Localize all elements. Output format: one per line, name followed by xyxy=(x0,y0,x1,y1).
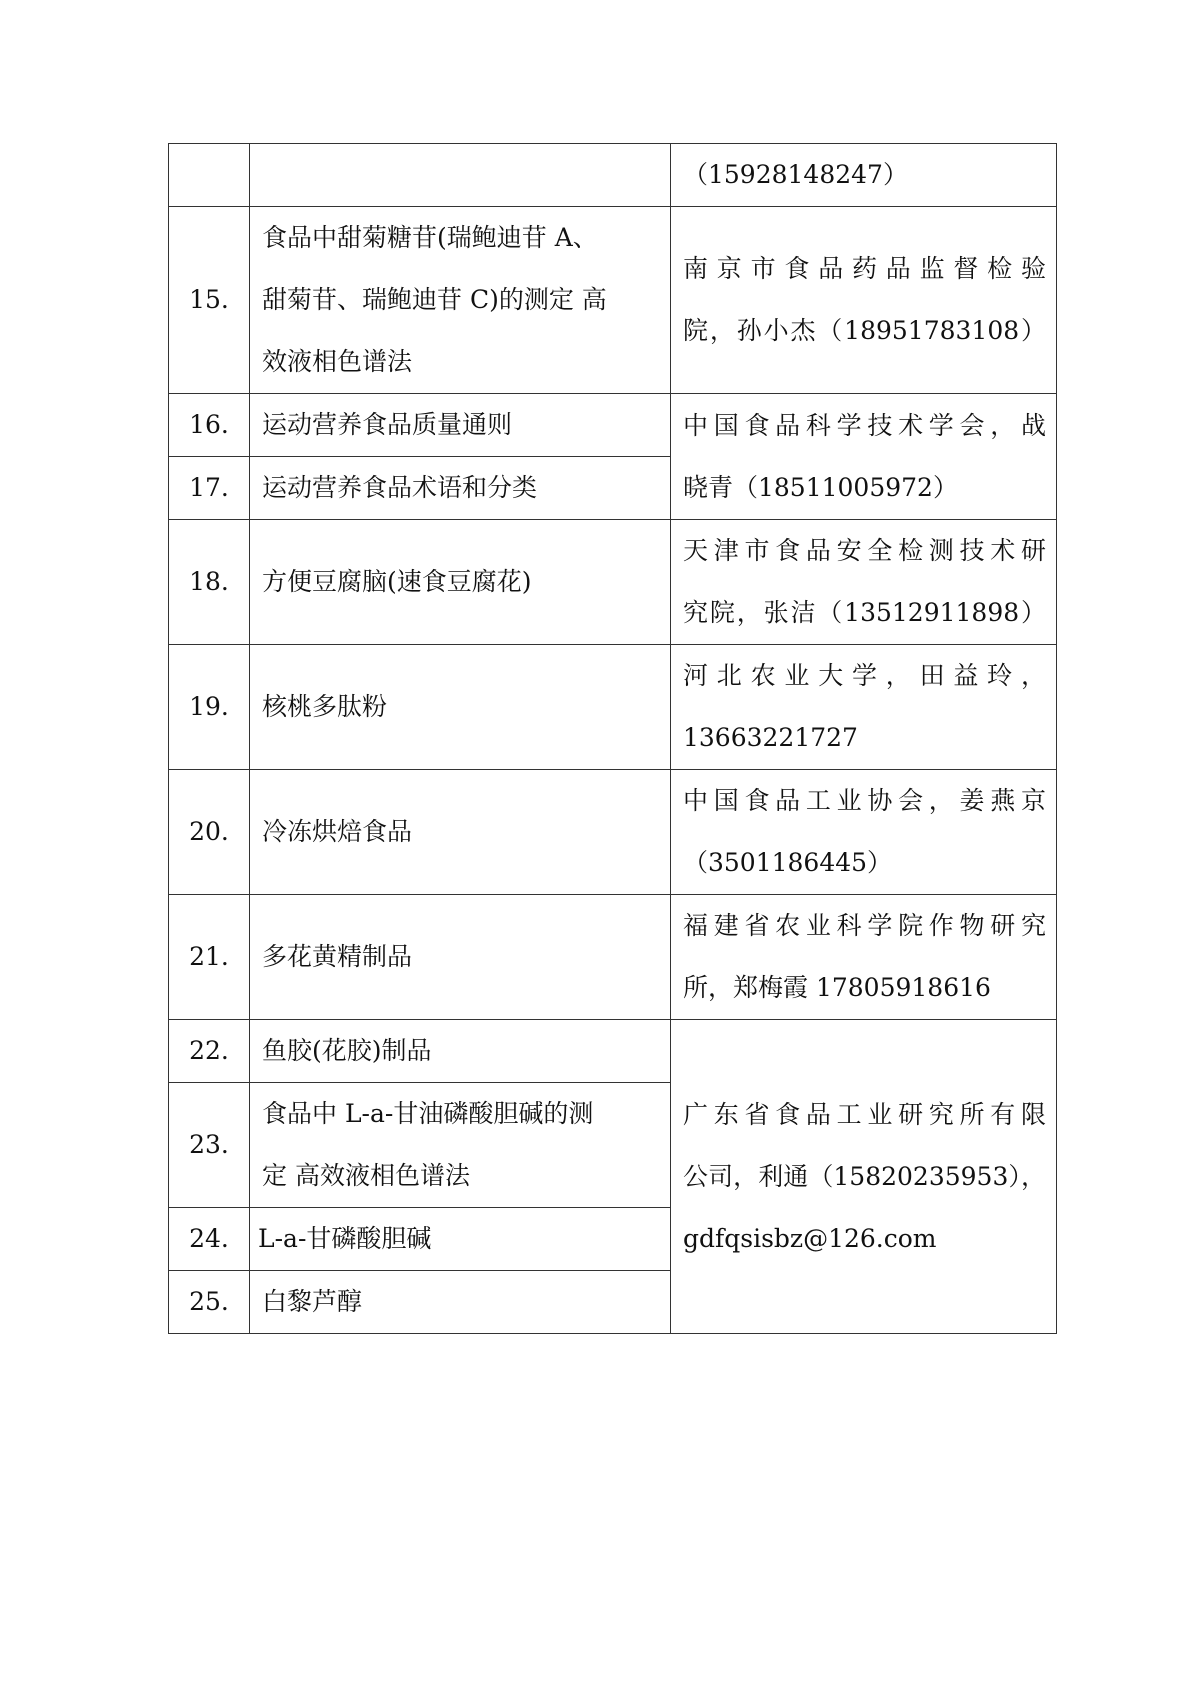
standard-name-text: 甜菊苷、瑞鲍迪苷 C)的测定 高 xyxy=(262,285,607,314)
standard-name-cell: 运动营养食品术语和分类 xyxy=(250,457,671,520)
row-number-cell: 22. xyxy=(169,1020,250,1083)
standard-name-cell: 核桃多肽粉 xyxy=(250,645,671,770)
organization-text: 天津市食品安全检测技术研 xyxy=(683,536,1046,565)
organization-text: 院，孙小杰（18951783108） xyxy=(683,316,1046,345)
row-number-cell: 23. xyxy=(169,1083,250,1208)
row-number-cell: 25. xyxy=(169,1271,250,1334)
organization-text: 中国食品工业协会，姜燕京 xyxy=(683,786,1046,815)
row-number-cell xyxy=(169,144,250,207)
organization-text: 河北农业大学，田益玲， xyxy=(683,661,1046,690)
organization-text: （3501186445） xyxy=(683,848,893,877)
standard-name-text: 效液相色谱法 xyxy=(262,347,413,376)
standard-name-cell: 冷冻烘焙食品 xyxy=(250,770,671,895)
standard-name-cell xyxy=(250,1083,671,1208)
table-row xyxy=(169,895,1057,1020)
row-number-cell: 15. xyxy=(169,207,250,394)
row-number-cell: 20. xyxy=(169,770,250,895)
standard-name-text: 定 高效液相色谱法 xyxy=(262,1161,470,1190)
standard-name-cell: 运动营养食品质量通则 xyxy=(250,394,671,457)
organization-text: 南京市食品药品监督检验 xyxy=(683,254,1046,283)
organization-cell xyxy=(671,394,1057,520)
organization-text: 中国食品科学技术学会，战 xyxy=(683,410,1046,440)
organization-email: gdfqsisbz@126.com xyxy=(683,1223,937,1253)
organization-text: 13663221727 xyxy=(683,723,858,752)
organization-text: 究院，张洁（13512911898） xyxy=(683,598,1046,627)
organization-cell xyxy=(671,645,1057,770)
organization-cell xyxy=(671,895,1057,1020)
standard-name-cell xyxy=(250,144,671,207)
standard-name-cell: 方便豆腐脑(速食豆腐花) xyxy=(250,520,671,645)
row-number-cell: 24. xyxy=(169,1208,250,1271)
organization-text: 所，郑梅霞 17805918616 xyxy=(683,973,991,1002)
table-row xyxy=(169,520,1057,645)
organization-cell xyxy=(671,770,1057,895)
organization-cell xyxy=(671,207,1057,394)
organization-cell xyxy=(671,520,1057,645)
row-number-cell: 17. xyxy=(169,457,250,520)
table-row xyxy=(169,207,1057,394)
standards-table xyxy=(168,143,1057,1334)
standard-name-text: 食品中 L-a-甘油磷酸胆碱的测 xyxy=(262,1099,594,1128)
organization-text: 广东省食品工业研究所有限 xyxy=(683,1099,1046,1129)
organization-cell xyxy=(671,1020,1057,1334)
standard-name-cell: L-a-甘磷酸胆碱 xyxy=(250,1208,671,1271)
standard-name-cell xyxy=(250,207,671,394)
standard-name-cell: 多花黄精制品 xyxy=(250,895,671,1020)
table-row xyxy=(169,770,1057,895)
table-row xyxy=(169,1020,1057,1083)
organization-text: 晓青（18511005972） xyxy=(683,472,958,502)
row-number-cell: 18. xyxy=(169,520,250,645)
table-row xyxy=(169,394,1057,457)
table-row xyxy=(169,645,1057,770)
table-row xyxy=(169,144,1057,207)
row-number-cell: 16. xyxy=(169,394,250,457)
standard-name-cell: 鱼胶(花胶)制品 xyxy=(250,1020,671,1083)
row-number-cell: 21. xyxy=(169,895,250,1020)
standard-name-cell: 白黎芦醇 xyxy=(250,1271,671,1334)
standard-name-text: 食品中甜菊糖苷(瑞鲍迪苷 A、 xyxy=(262,223,598,252)
organization-cell xyxy=(671,144,1057,207)
organization-text: （15928148247） xyxy=(683,160,908,189)
organization-text: 公司，利通（15820235953）， xyxy=(683,1161,1046,1191)
organization-text: 福建省农业科学院作物研究 xyxy=(683,911,1046,940)
row-number-cell: 19. xyxy=(169,645,250,770)
